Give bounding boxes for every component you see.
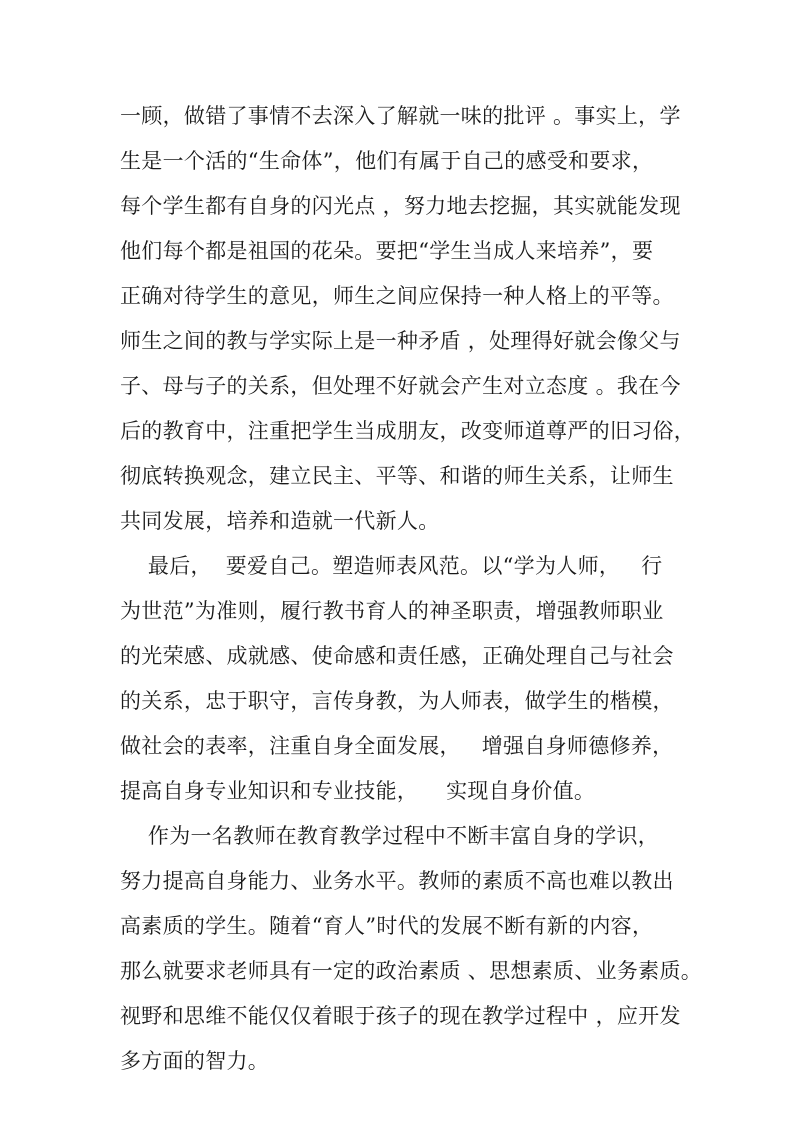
- text-line: 为世范”为准则，履行教书育人的神圣职责，增强教师职业: [120, 599, 664, 623]
- text-line: 正确对待学生的意见，师生之间应保持一种人格上的平等。: [120, 284, 674, 308]
- text-line: 彻底转换观念，建立民主、平等、和谐的师生关系，让师生: [120, 464, 674, 488]
- text-line: 高素质的学生。随着“育人”时代的发展不断有新的内容，: [120, 914, 654, 938]
- text-line: 努力提高自身能力、业务水平。教师的素质不高也难以教出: [120, 869, 674, 893]
- text-line: 每个学生都有自身的闪光点 ，努力地去挖掘，其实就能发现: [120, 194, 681, 218]
- text-line: 视野和思维不能仅仅着眼于孩子的现在教学过程中 ，应开发: [120, 1004, 681, 1028]
- text-line: 师生之间的教与学实际上是一种矛盾 ，处理得好就会像父与: [120, 329, 681, 353]
- text-line: 多方面的智力。: [120, 1049, 270, 1073]
- text-line: 做社会的表率，注重自身全面发展， 增强自身师德修养，: [120, 734, 674, 758]
- paragraph-start-line: 作为一名教师在教育教学过程中不断丰富自身的学识，: [120, 824, 660, 848]
- text-line: 那么就要求老师具有一定的政治素质 、思想素质、业务素质。: [120, 959, 703, 983]
- text-line: 一顾，做错了事情不去深入了解就一味的批评 。事实上，学: [120, 104, 681, 128]
- text-line: 的光荣感、成就感、使命感和责任感，正确处理自己与社会: [120, 644, 674, 668]
- text-line: 他们每个都是祖国的花朵。要把“学生当成人来培养”，要: [120, 239, 654, 263]
- text-line: 生是一个活的“生命体”，他们有属于自己的感受和要求，: [120, 149, 654, 173]
- paragraph-start-line: 最后， 要爱自己。塑造师表风范。以“学为人师， 行: [120, 554, 663, 578]
- text-line: 提高自身专业知识和专业技能， 实现自身价值。: [120, 779, 596, 803]
- text-line: 共同发展，培养和造就一代新人。: [120, 509, 440, 533]
- text-line: 后的教育中，注重把学生当成朋友，改变师道尊严的旧习俗，: [120, 419, 696, 443]
- text-line: 子、母与子的关系，但处理不好就会产生对立态度 。我在今: [120, 374, 681, 398]
- text-line: 的关系，忠于职守，言传身教，为人师表，做学生的楷模，: [120, 689, 674, 713]
